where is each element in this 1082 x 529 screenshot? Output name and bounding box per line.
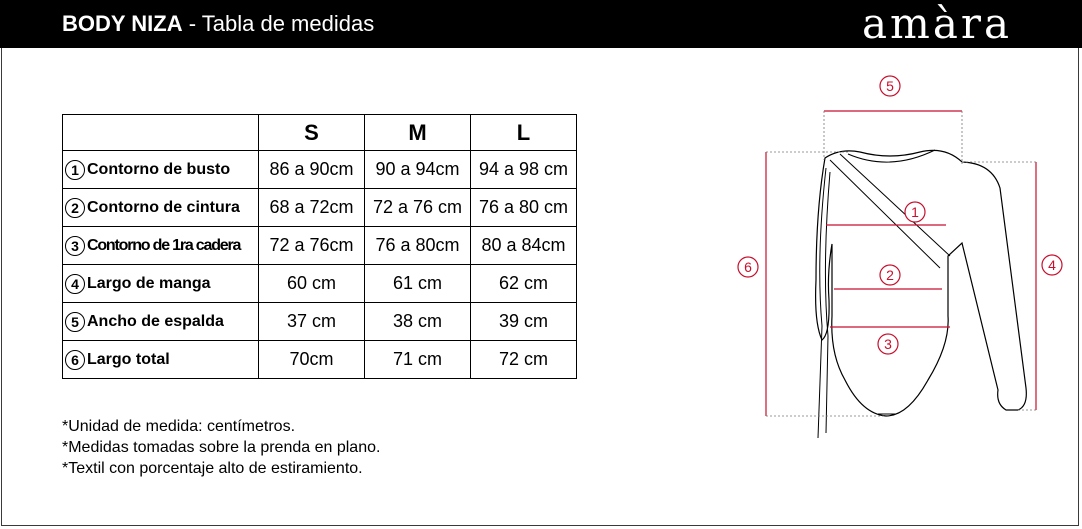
number-badge: 2 — [65, 198, 85, 218]
row-label-text: Contorno de 1ra cadera — [87, 236, 241, 254]
cell-m: 90 a 94cm — [365, 151, 471, 189]
note-stretch: *Textil con porcentaje alto de estiramiento. — [62, 460, 363, 477]
number-badge: 5 — [65, 312, 85, 332]
cell-s: 86 a 90cm — [259, 151, 365, 189]
size-s-header: S — [259, 115, 365, 151]
cell-s: 68 a 72cm — [259, 189, 365, 227]
note-unit: *Unidad de medida: centímetros. — [62, 418, 296, 435]
cell-m: 72 a 76 cm — [365, 189, 471, 227]
row-label-text: Contorno de cintura — [87, 198, 240, 216]
marker-4-label: 4 — [1048, 257, 1056, 273]
cell-m: 76 a 80cm — [365, 227, 471, 265]
cell-m: 71 cm — [365, 341, 471, 379]
cell-l: 72 cm — [471, 341, 577, 379]
marker-3-label: 3 — [884, 336, 892, 352]
size-l-header: L — [471, 115, 577, 151]
table-row — [63, 265, 577, 303]
cell-s: 37 cm — [259, 303, 365, 341]
cell-m: 61 cm — [365, 265, 471, 303]
table-row — [63, 227, 577, 265]
notes — [62, 416, 380, 479]
size-m-header: M — [365, 115, 471, 151]
number-badge: 4 — [65, 274, 85, 294]
row-label — [63, 265, 259, 303]
title-subtitle: - Tabla de medidas — [182, 11, 375, 36]
cell-l: 80 a 84cm — [471, 227, 577, 265]
garment-diagram — [730, 68, 1070, 448]
cell-s: 70cm — [259, 341, 365, 379]
row-label — [63, 341, 259, 379]
brand-logo: amàra — [861, 0, 1012, 48]
row-label — [63, 151, 259, 189]
number-badge: 3 — [65, 236, 85, 256]
garment-outline — [816, 150, 1027, 416]
cell-m: 38 cm — [365, 303, 471, 341]
row-label-text: Contorno de busto — [87, 160, 231, 178]
marker-6-label: 6 — [744, 259, 752, 275]
row-label — [63, 189, 259, 227]
page-title — [62, 10, 374, 38]
header-bar — [0, 0, 1082, 48]
table-row — [63, 303, 577, 341]
corner-cell — [63, 115, 259, 151]
number-badge: 1 — [65, 160, 85, 180]
product-name: BODY NIZA — [62, 11, 183, 36]
cell-l: 94 a 98 cm — [471, 151, 577, 189]
cell-s: 72 a 76cm — [259, 227, 365, 265]
size-table — [62, 114, 577, 379]
table-row — [63, 189, 577, 227]
cell-l: 62 cm — [471, 265, 577, 303]
row-label-text: Ancho de espalda — [87, 312, 224, 330]
cell-l: 39 cm — [471, 303, 577, 341]
marker-2-label: 2 — [886, 267, 894, 283]
cell-s: 60 cm — [259, 265, 365, 303]
row-label-text: Largo de manga — [87, 274, 211, 292]
row-label — [63, 227, 259, 265]
table-row — [63, 341, 577, 379]
cell-l: 76 a 80 cm — [471, 189, 577, 227]
row-label — [63, 303, 259, 341]
marker-1-label: 1 — [911, 204, 919, 220]
size-header-row — [63, 115, 577, 151]
table-row — [63, 151, 577, 189]
number-badge: 6 — [65, 350, 85, 370]
note-flat: *Medidas tomadas sobre la prenda en plano. — [62, 439, 381, 456]
marker-5-label: 5 — [886, 78, 894, 94]
row-label-text: Largo total — [87, 350, 170, 368]
